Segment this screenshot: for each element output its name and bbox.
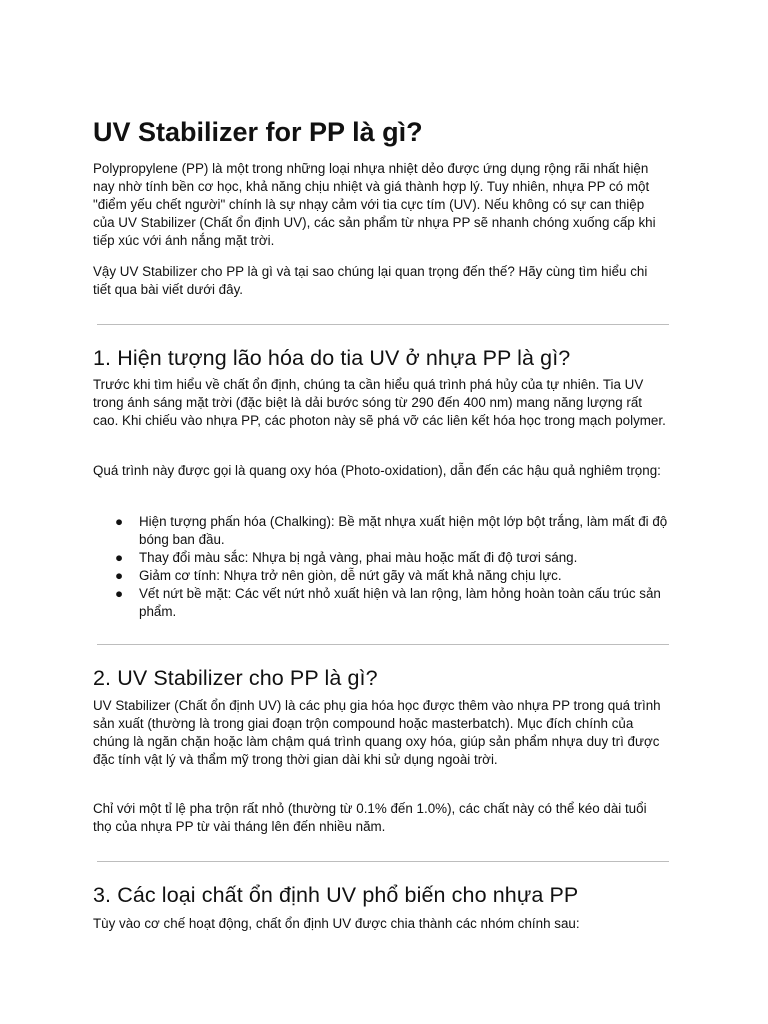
bullet-icon: ● bbox=[115, 586, 124, 601]
list-item bbox=[93, 567, 678, 585]
section-1-heading: 1. Hiện tượng lão hóa do tia UV ở nhựa PP là gì? bbox=[93, 346, 571, 370]
section-1-paragraph-2: Quá trình này được gọi là quang oxy hóa (Photo-oxidation), dẫn đến các hậu quả nghiêm trọng: bbox=[93, 463, 661, 478]
section-2-heading: 2. UV Stabilizer cho PP là gì? bbox=[93, 666, 378, 690]
section-3-heading: 3. Các loại chất ổn định UV phổ biến cho nhựa PP bbox=[93, 883, 579, 907]
bullet-icon: ● bbox=[115, 550, 124, 565]
list-item-text: Vết nứt bề mặt: Các vết nứt nhỏ xuất hiện và lan rộng, làm hỏng hoàn toàn cấu trúc sản phẩm. bbox=[139, 586, 661, 619]
section-2-paragraph-1: UV Stabilizer (Chất ổn định UV) là các phụ gia hóa học được thêm vào nhựa PP trong quá trình sản xuất (thường là trong giai đoạn trộn compound hoặc masterbatch). Mục đích chính của chúng là ngăn chặn hoặc làm chậm quá trình quang oxy hóa, giúp sản phẩm nhựa duy trì được đặc tính vật lý và thẩm mỹ trong thời gian dài khi sử dụng ngoài trời. bbox=[93, 698, 661, 767]
section-divider bbox=[97, 324, 669, 325]
section-divider bbox=[97, 644, 669, 645]
document-title: UV Stabilizer for PP là gì? bbox=[93, 117, 423, 147]
list-item bbox=[93, 513, 678, 549]
list-item bbox=[93, 549, 678, 567]
list-item-text: Giảm cơ tính: Nhựa trở nên giòn, dễ nứt gãy và mất khả năng chịu lực. bbox=[139, 568, 562, 583]
list-item-text: Hiện tượng phấn hóa (Chalking): Bề mặt nhựa xuất hiện một lớp bột trắng, làm mất đi độ bóng ban đầu. bbox=[139, 514, 668, 547]
section-1-paragraph-1: Trước khi tìm hiểu về chất ổn định, chúng ta cần hiểu quá trình phá hủy của tự nhiên. Tia UV trong ánh sáng mặt trời (đặc biệt là dải bước sóng từ 290 đến 400 nm) mang năng lượng rất cao. Khi chiếu vào nhựa PP, các photon này sẽ phá vỡ các liên kết hóa học trong mạch polymer. bbox=[93, 377, 666, 428]
section-divider bbox=[97, 861, 669, 862]
bullet-icon: ● bbox=[115, 514, 124, 529]
section-2-paragraph-2: Chỉ với một tỉ lệ pha trộn rất nhỏ (thường từ 0.1% đến 1.0%), các chất này có thể kéo dài tuổi thọ của nhựa PP từ vài tháng lên đến nhiều năm. bbox=[93, 801, 647, 834]
list-item bbox=[93, 585, 678, 621]
section-3-paragraph-1: Tùy vào cơ chế hoạt động, chất ổn định UV được chia thành các nhóm chính sau: bbox=[93, 916, 580, 931]
intro-paragraph-2: Vậy UV Stabilizer cho PP là gì và tại sao chúng lại quan trọng đến thế? Hãy cùng tìm hiểu chi tiết qua bài viết dưới đây. bbox=[93, 264, 648, 297]
list-item-text: Thay đổi màu sắc: Nhựa bị ngả vàng, phai màu hoặc mất đi độ tươi sáng. bbox=[139, 550, 578, 565]
bullet-icon: ● bbox=[115, 568, 124, 583]
intro-paragraph-1: Polypropylene (PP) là một trong những loại nhựa nhiệt dẻo được ứng dụng rộng rãi nhất hiện nay nhờ tính bền cơ học, khả năng chịu nhiệt và giá thành hợp lý. Tuy nhiên, nhựa PP có một "điểm yếu chết người" chính là sự nhạy cảm với tia cực tím (UV). Nếu không có sự can thiệp của UV Stabilizer (Chất ổn định UV), các sản phẩm từ nhựa PP sẽ nhanh chóng xuống cấp khi tiếp xúc với ánh nắng mặt trời. bbox=[93, 161, 656, 248]
consequences-list bbox=[93, 513, 678, 621]
